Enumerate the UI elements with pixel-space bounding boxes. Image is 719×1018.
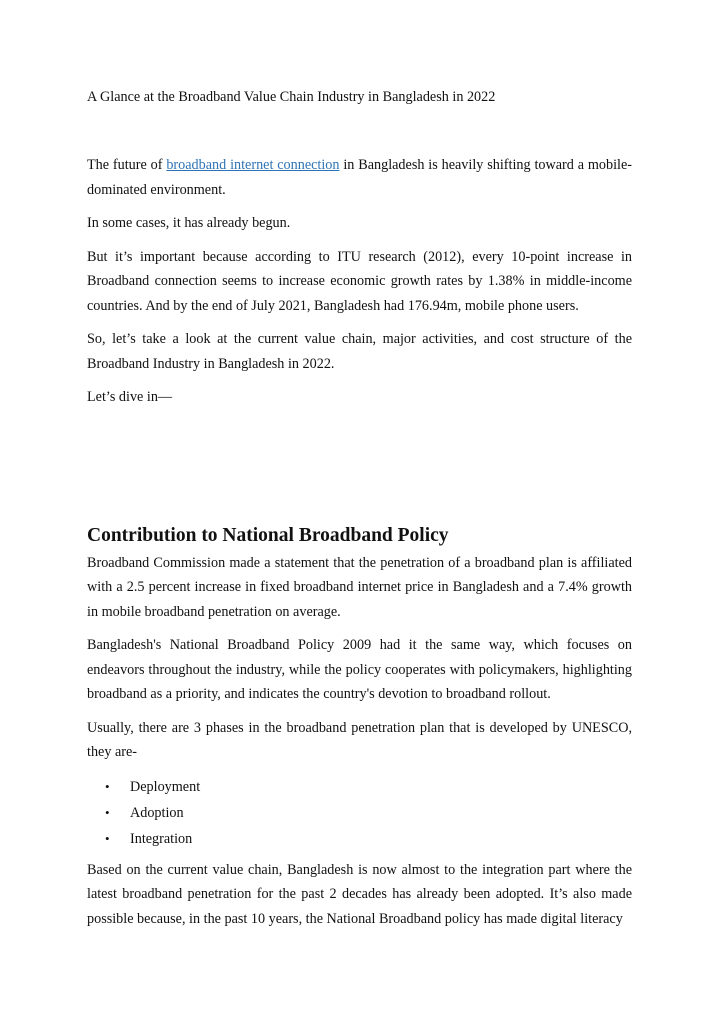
intro-text-after-link: in Bangladesh is heavily shifting toward a mobile-dominated environment. [87, 157, 632, 198]
phase-list [87, 774, 632, 852]
section-paragraph-1: Broadband Commission made a statement that the penetration of a broadband plan is affiliated with a 2.5 percent increase in fixed broadband internet price in Bangladesh and a 7.4% growth in mobile broadband penetration on average. [87, 554, 632, 620]
section-spacer [87, 419, 632, 523]
section-paragraph-4: Based on the current value chain, Bangladesh is now almost to the integration part where the latest broadband penetration for the past 2 decades has already been adopted. It’s also made possible because, in the past 10 years, the National Broadband policy has made digital literacy [87, 861, 632, 927]
bullet-icon: • [105, 804, 110, 820]
bullet-icon: • [105, 830, 110, 846]
list-item [87, 826, 632, 852]
list-item-label: Deployment [130, 778, 201, 795]
document-title: A Glance at the Broadband Value Chain Industry in Bangladesh in 2022 [87, 89, 496, 105]
intro-paragraph-1 [87, 153, 632, 202]
intro-paragraph-5: Let’s dive in— [87, 389, 173, 405]
intro-text-before-link: The future of [87, 157, 167, 173]
intro-paragraph-3: But it’s important because according to ITU research (2012), every 10-point increase in Broadband connection seems to increase economic growth rates by 1.38% in middle-income countries. And by the end of July 2021, Bangladesh had 176.94m, mobile phone users. [87, 248, 632, 314]
section-paragraph-2: Bangladesh's National Broadband Policy 2009 had it the same way, which focuses on endeavors throughout the industry, while the policy cooperates with policymakers, highlighting broadband as a priority, and indicates the country's devotion to broadband rollout. [87, 637, 632, 702]
list-item-label: Adoption [130, 804, 184, 821]
list-item [87, 800, 632, 826]
intro-paragraph-4: So, let’s take a look at the current value chain, major activities, and cost structure of the Broadband Industry in Bangladesh in 2022. [87, 331, 632, 372]
document-body [87, 153, 632, 940]
bullet-icon: • [105, 778, 110, 794]
broadband-link[interactable]: broadband internet connection [166, 157, 340, 173]
intro-paragraph-2: In some cases, it has already begun. [87, 215, 291, 231]
list-item [87, 774, 632, 800]
section-paragraph-3: Usually, there are 3 phases in the broadband penetration plan that is developed by UNESCO, they are- [87, 719, 632, 760]
list-item-label: Integration [130, 830, 193, 847]
section-heading: Contribution to National Broadband Policy [87, 524, 449, 546]
